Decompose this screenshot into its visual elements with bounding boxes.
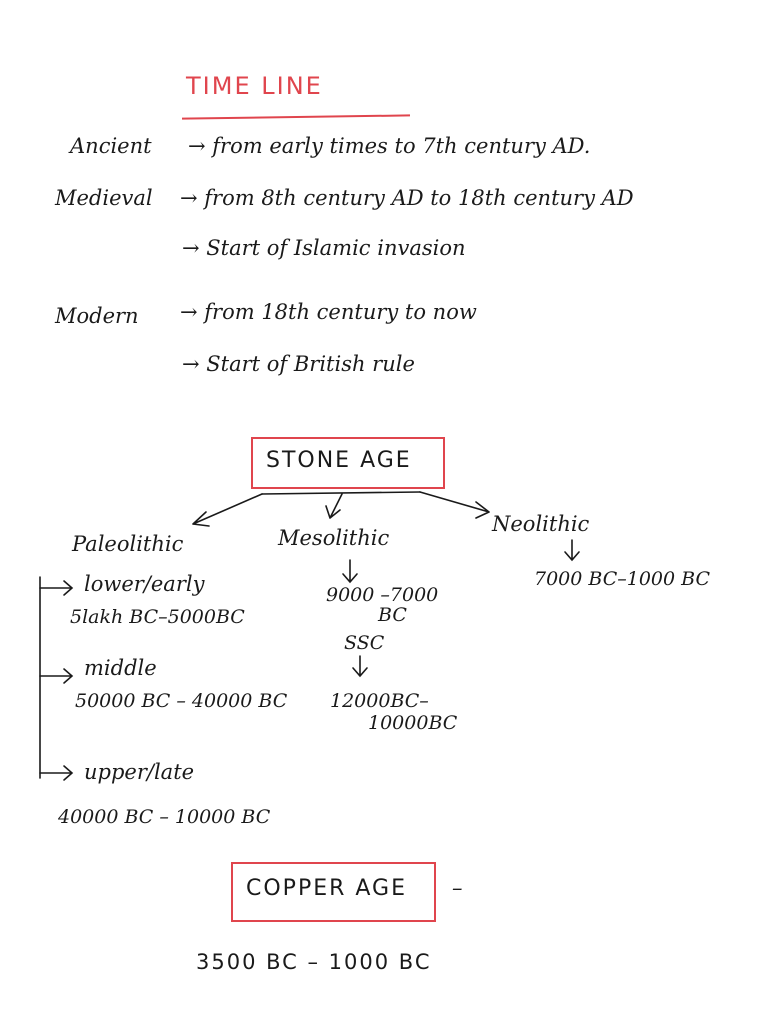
- period-line-modern-1: → from 18th century to now: [180, 300, 477, 324]
- arrow-to-neolithic: [420, 492, 489, 518]
- paleolithic-stage-middle: middle: [84, 656, 157, 680]
- arrow-to-mesolithic: [326, 494, 342, 518]
- arrow-to-paleolithic: [193, 494, 262, 526]
- copper-age-range: 3500 BC – 1000 BC: [196, 950, 432, 974]
- mesolithic-note: SSC: [344, 632, 385, 654]
- period-line-ancient: → from early times to 7th century AD.: [188, 134, 591, 158]
- period-line-medieval-1: → from 8th century AD to 18th century AD: [180, 186, 634, 210]
- paleolithic-range-upper: 40000 BC – 10000 BC: [58, 806, 271, 828]
- arrow-mesolithic-down-1: [343, 560, 357, 582]
- paleolithic-label: Paleolithic: [72, 532, 184, 556]
- period-label-medieval: Medieval: [55, 186, 153, 210]
- mesolithic-range-1a: 9000 –7000: [326, 584, 439, 606]
- period-label-ancient: Ancient: [70, 134, 152, 158]
- period-line-medieval-2: → Start of Islamic invasion: [182, 236, 466, 260]
- copper-age-heading: COPPER AGE: [246, 876, 408, 901]
- mesolithic-label: Mesolithic: [278, 526, 390, 550]
- paleolithic-stage-upper: upper/late: [84, 760, 195, 784]
- copper-age-dash: –: [452, 876, 463, 900]
- arrow-middle: [40, 669, 72, 683]
- paleolithic-range-lower: 5lakh BC–5000BC: [70, 606, 245, 628]
- neolithic-label: Neolithic: [492, 512, 590, 536]
- arrow-upper: [40, 766, 72, 780]
- neolithic-range: 7000 BC–1000 BC: [534, 568, 710, 590]
- page-title: TIME LINE: [186, 72, 323, 100]
- mesolithic-range-2b: 10000BC: [368, 712, 458, 734]
- arrow-mesolithic-down-2: [353, 656, 367, 676]
- paleolithic-range-middle: 50000 BC – 40000 BC: [75, 690, 288, 712]
- period-label-modern: Modern: [55, 304, 139, 328]
- branch-line: [262, 492, 420, 494]
- paleolithic-stage-lower: lower/early: [84, 572, 205, 596]
- arrow-lower: [40, 581, 72, 595]
- stone-age-heading: STONE AGE: [266, 448, 412, 473]
- period-line-modern-2: → Start of British rule: [182, 352, 415, 376]
- mesolithic-range-1b: BC: [378, 604, 407, 626]
- mesolithic-range-2a: 12000BC–: [330, 690, 429, 712]
- arrow-neolithic-down: [565, 540, 579, 560]
- title-underline: [182, 114, 410, 119]
